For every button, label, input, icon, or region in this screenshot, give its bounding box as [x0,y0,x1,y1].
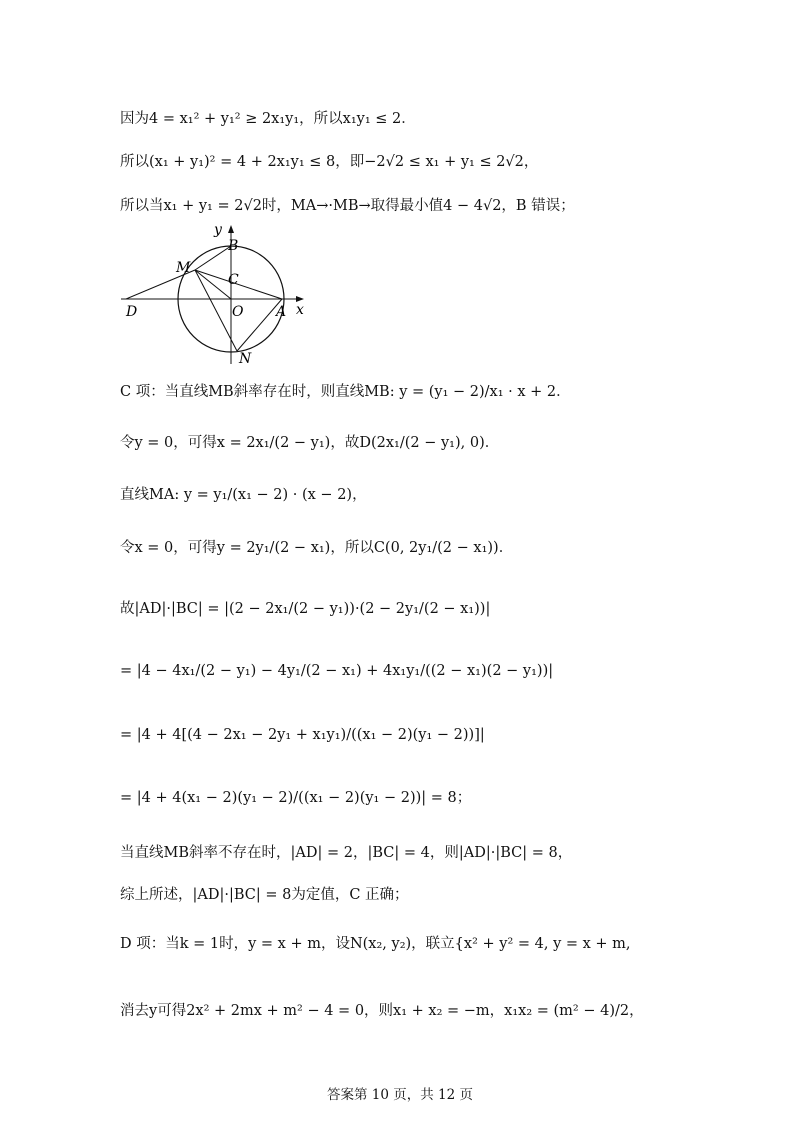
page-footer: 答案第 10 页，共 12 页 [326,1087,474,1103]
label-B: B [228,238,239,254]
text-line-1: 因为4 = x₁² + y₁² ≥ 2x₁y₁，所以x₁y₁ ≤ 2． [120,111,416,127]
text-line-13: 综上所述，|AD|·|BC| = 8为定值，C 正确； [120,887,409,903]
label-D: D [126,304,138,320]
text-line-4: C 项：当直线MB斜率存在时，则直线MB: y = (y₁ − 2)/x₁ · x + 2． [120,384,571,400]
text-line-9: = |4 − 4x₁/(2 − y₁) − 4y₁/(2 − x₁) + 4x₁y₁/((2 − x₁)(2 − y₁))| [120,663,554,679]
text-line-3: 所以当x₁ + y₁ = 2√2时，MA→·MB→取得最小值4 − 4√2，B 错误； [120,198,575,214]
label-A: A [276,304,287,320]
text-line-11: = |4 + 4(x₁ − 2)(y₁ − 2)/((x₁ − 2)(y₁ − 2))| = 8； [120,790,472,806]
text-line-6: 直线MA: y = y₁/(x₁ − 2) · (x − 2)， [120,487,367,503]
label-O: O [232,304,244,320]
text-line-12: 当直线MB斜率不存在时，|AD| = 2，|BC| = 4，则|AD|·|BC| = 8， [120,845,573,861]
label-x: x [296,302,304,318]
text-line-15: 消去y可得2x² + 2mx + m² − 4 = 0，则x₁ + x₂ = −m，x₁x₂ = (m² − 4)/2， [120,1003,644,1019]
text-line-8: 故|AD|·|BC| = |(2 − 2x₁/(2 − y₁))·(2 − 2y₁/(2 − x₁))| [120,601,491,617]
text-line-7: 令x = 0，可得y = 2y₁/(2 − x₁)，所以C(0, 2y₁/(2 − x₁))． [120,540,514,556]
text-line-5: 令y = 0，可得x = 2x₁/(2 − y₁)，故D(2x₁/(2 − y₁), 0)． [120,435,500,451]
y-axis-arrow [228,225,234,233]
text-line-2: 所以(x₁ + y₁)² = 4 + 2x₁y₁ ≤ 8，即−2√2 ≤ x₁ + y₁ ≤ 2√2， [120,154,539,170]
text-line-14: D 项：当k = 1时，y = x + m，设N(x₂, y₂)，联立{x² + y² = 4, y = x + m, [120,936,631,952]
label-M: M [176,260,191,276]
text-line-10: = |4 + 4[(4 − 2x₁ − 2y₁ + x₁y₁)/((x₁ − 2)(y₁ − 2))]| [120,727,485,743]
circle-diagram [118,218,318,368]
label-y: y [214,222,222,238]
label-N: N [239,351,252,367]
segment-MO [195,270,231,299]
label-C: C [228,272,239,288]
